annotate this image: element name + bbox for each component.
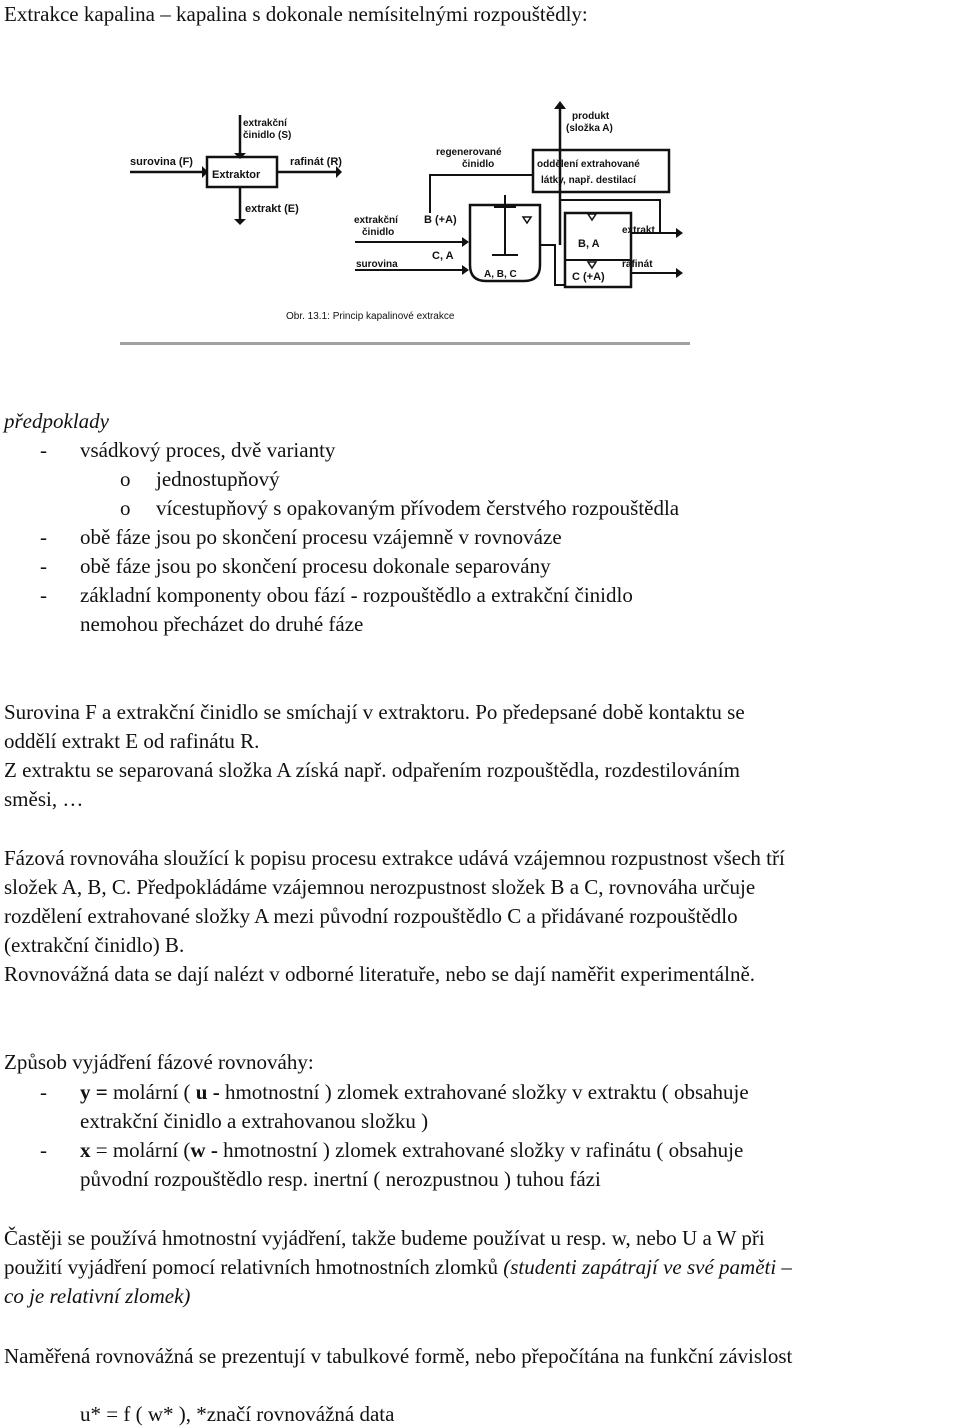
assumption-dash: - xyxy=(40,554,47,578)
c-plus-a-label: C (+A) xyxy=(572,271,605,283)
assumption-item: základní komponenty obou fází - rozpouštědlo a extrakční činidlo xyxy=(80,583,633,607)
paragraph-line: Rovnovážná data se dají nalézt v odborné literatuře, nebo se dají naměřit experimentálně. xyxy=(4,962,756,986)
raffinate-label: rafinát (R) xyxy=(290,156,342,168)
product-label-1: produkt xyxy=(572,111,610,122)
x-rest: hmotnostní ) zlomek extrahované složky v rafinátu ( obsahuje xyxy=(217,1138,744,1162)
subitem: vícestupňový s opakovaným přívodem čerstvého rozpouštědla xyxy=(156,496,680,520)
paragraph-line: rozdělení extrahované složky A mezi původní rozpouštědlo C a přidávané rozpouštědlo xyxy=(4,904,738,928)
figure-caption: Obr. 13.1: Princip kapalinové extrakce xyxy=(286,311,455,322)
agent-label-1: extrakční xyxy=(354,215,398,226)
feed-label: surovina (F) xyxy=(130,156,193,168)
y-definition xyxy=(80,1080,749,1104)
u-symbol: u - xyxy=(195,1080,220,1104)
assumption-dash: - xyxy=(40,583,47,607)
regenerated-label-1: regenerované xyxy=(436,147,502,158)
right-extract-label: extrakt xyxy=(622,225,655,236)
x-text: = molární ( xyxy=(90,1138,191,1162)
solvent-label-2: činidlo (S) xyxy=(243,130,292,141)
extract-label: extrakt (E) xyxy=(245,203,299,215)
student-note: (studenti zapátrají ve své paměti – xyxy=(503,1255,792,1279)
paragraph-line xyxy=(4,1255,792,1279)
assumptions-heading: předpoklady xyxy=(4,409,109,433)
assumption-item: vsádkový proces, dvě varianty xyxy=(80,438,336,462)
regenerated-label-2: činidlo xyxy=(462,159,495,170)
student-note-continued: co je relativní zlomek) xyxy=(4,1284,191,1308)
assumption-item: obě fáze jsou po skončení procesu vzájemně v rovnováze xyxy=(80,525,562,549)
tank-abc-label: A, B, C xyxy=(484,269,517,280)
paragraph-line: Častěji se používá hmotnostní vyjádření, takže budeme používat u resp. w, nebo U a W při xyxy=(4,1226,765,1250)
definition-dash: - xyxy=(40,1138,47,1162)
paragraph-text: použití vyjádření pomocí relativních hmotnostních zlomků xyxy=(4,1255,504,1279)
paragraph-line: Fázová rovnováha sloužící k popisu procesu extrakce udává vzájemnou rozpustnost všech tří xyxy=(4,846,785,870)
assumption-item-continued: nemohou přecházet do druhé fáze xyxy=(80,612,364,636)
assumption-dash: - xyxy=(40,438,47,462)
formula: u* = f ( w* ), *značí rovnovážná data xyxy=(80,1402,395,1426)
assumption-dash: - xyxy=(40,525,47,549)
separation-label-1: oddělení extrahované xyxy=(537,159,640,170)
paragraph-line: směsi, … xyxy=(4,787,84,811)
page-title: Extrakce kapalina – kapalina s dokonale nemísitelnými rozpouštědly: xyxy=(4,2,588,26)
extraction-figure xyxy=(0,95,960,355)
solvent-label-1: extrakční xyxy=(243,118,287,129)
paragraph-line: složek A, B, C. Předpokládáme vzájemnou nerozpustnost složek B a C, rovnováha určuje xyxy=(4,875,756,899)
subitem: jednostupňový xyxy=(156,467,280,491)
assumption-item: obě fáze jsou po skončení procesu dokonale separovány xyxy=(80,554,551,578)
separation-label-2: látky, např. destilací xyxy=(541,175,636,186)
subitem-bullet: o xyxy=(120,467,131,491)
paragraph-line: Surovina F a extrakční činidlo se smíchají v extraktoru. Po předepsané době kontaktu se xyxy=(4,700,745,724)
agent-label-2: činidlo xyxy=(362,227,395,238)
process-scheme xyxy=(354,101,683,287)
c-a-label: C, A xyxy=(432,250,454,262)
y-definition-continued: extrakční činidlo a extrahovanou složku ) xyxy=(80,1109,429,1133)
product-label-2: (složka A) xyxy=(566,123,613,134)
subitem-bullet: o xyxy=(120,496,131,520)
paragraph-line: Naměřená rovnovážná se prezentují v tabulkové formě, nebo přepočítána na funkční závislost xyxy=(4,1344,793,1368)
extractor-scheme xyxy=(130,115,342,225)
right-feed-label: surovina xyxy=(356,259,398,270)
x-definition-continued: původní rozpouštědlo resp. inertní ( nerozpustnou ) tuhou fázi xyxy=(80,1167,601,1191)
extractor-label: Extraktor xyxy=(212,169,261,181)
section-heading: Způsob vyjádření fázové rovnováhy: xyxy=(4,1050,314,1074)
paragraph-line: Z extraktu se separovaná složka A získá např. odpařením rozpouštědla, rozdestilováním xyxy=(4,758,740,782)
cropped-text-strip xyxy=(120,342,690,345)
b-plus-a-label: B (+A) xyxy=(424,214,457,226)
paragraph-line: oddělí extrakt E od rafinátu R. xyxy=(4,729,260,753)
y-text: molární ( xyxy=(107,1080,196,1104)
definition-dash: - xyxy=(40,1080,47,1104)
w-symbol: w - xyxy=(190,1138,218,1162)
right-raffinate-label: rafinát xyxy=(622,259,653,270)
x-definition xyxy=(80,1138,743,1162)
y-rest: hmotnostní ) zlomek extrahované složky v extraktu ( obsahuje xyxy=(219,1080,749,1104)
ba-label: B, A xyxy=(578,238,600,250)
y-symbol: y = xyxy=(80,1080,108,1104)
x-symbol: x xyxy=(80,1138,91,1162)
paragraph-line: (extrakční činidlo) B. xyxy=(4,933,185,957)
